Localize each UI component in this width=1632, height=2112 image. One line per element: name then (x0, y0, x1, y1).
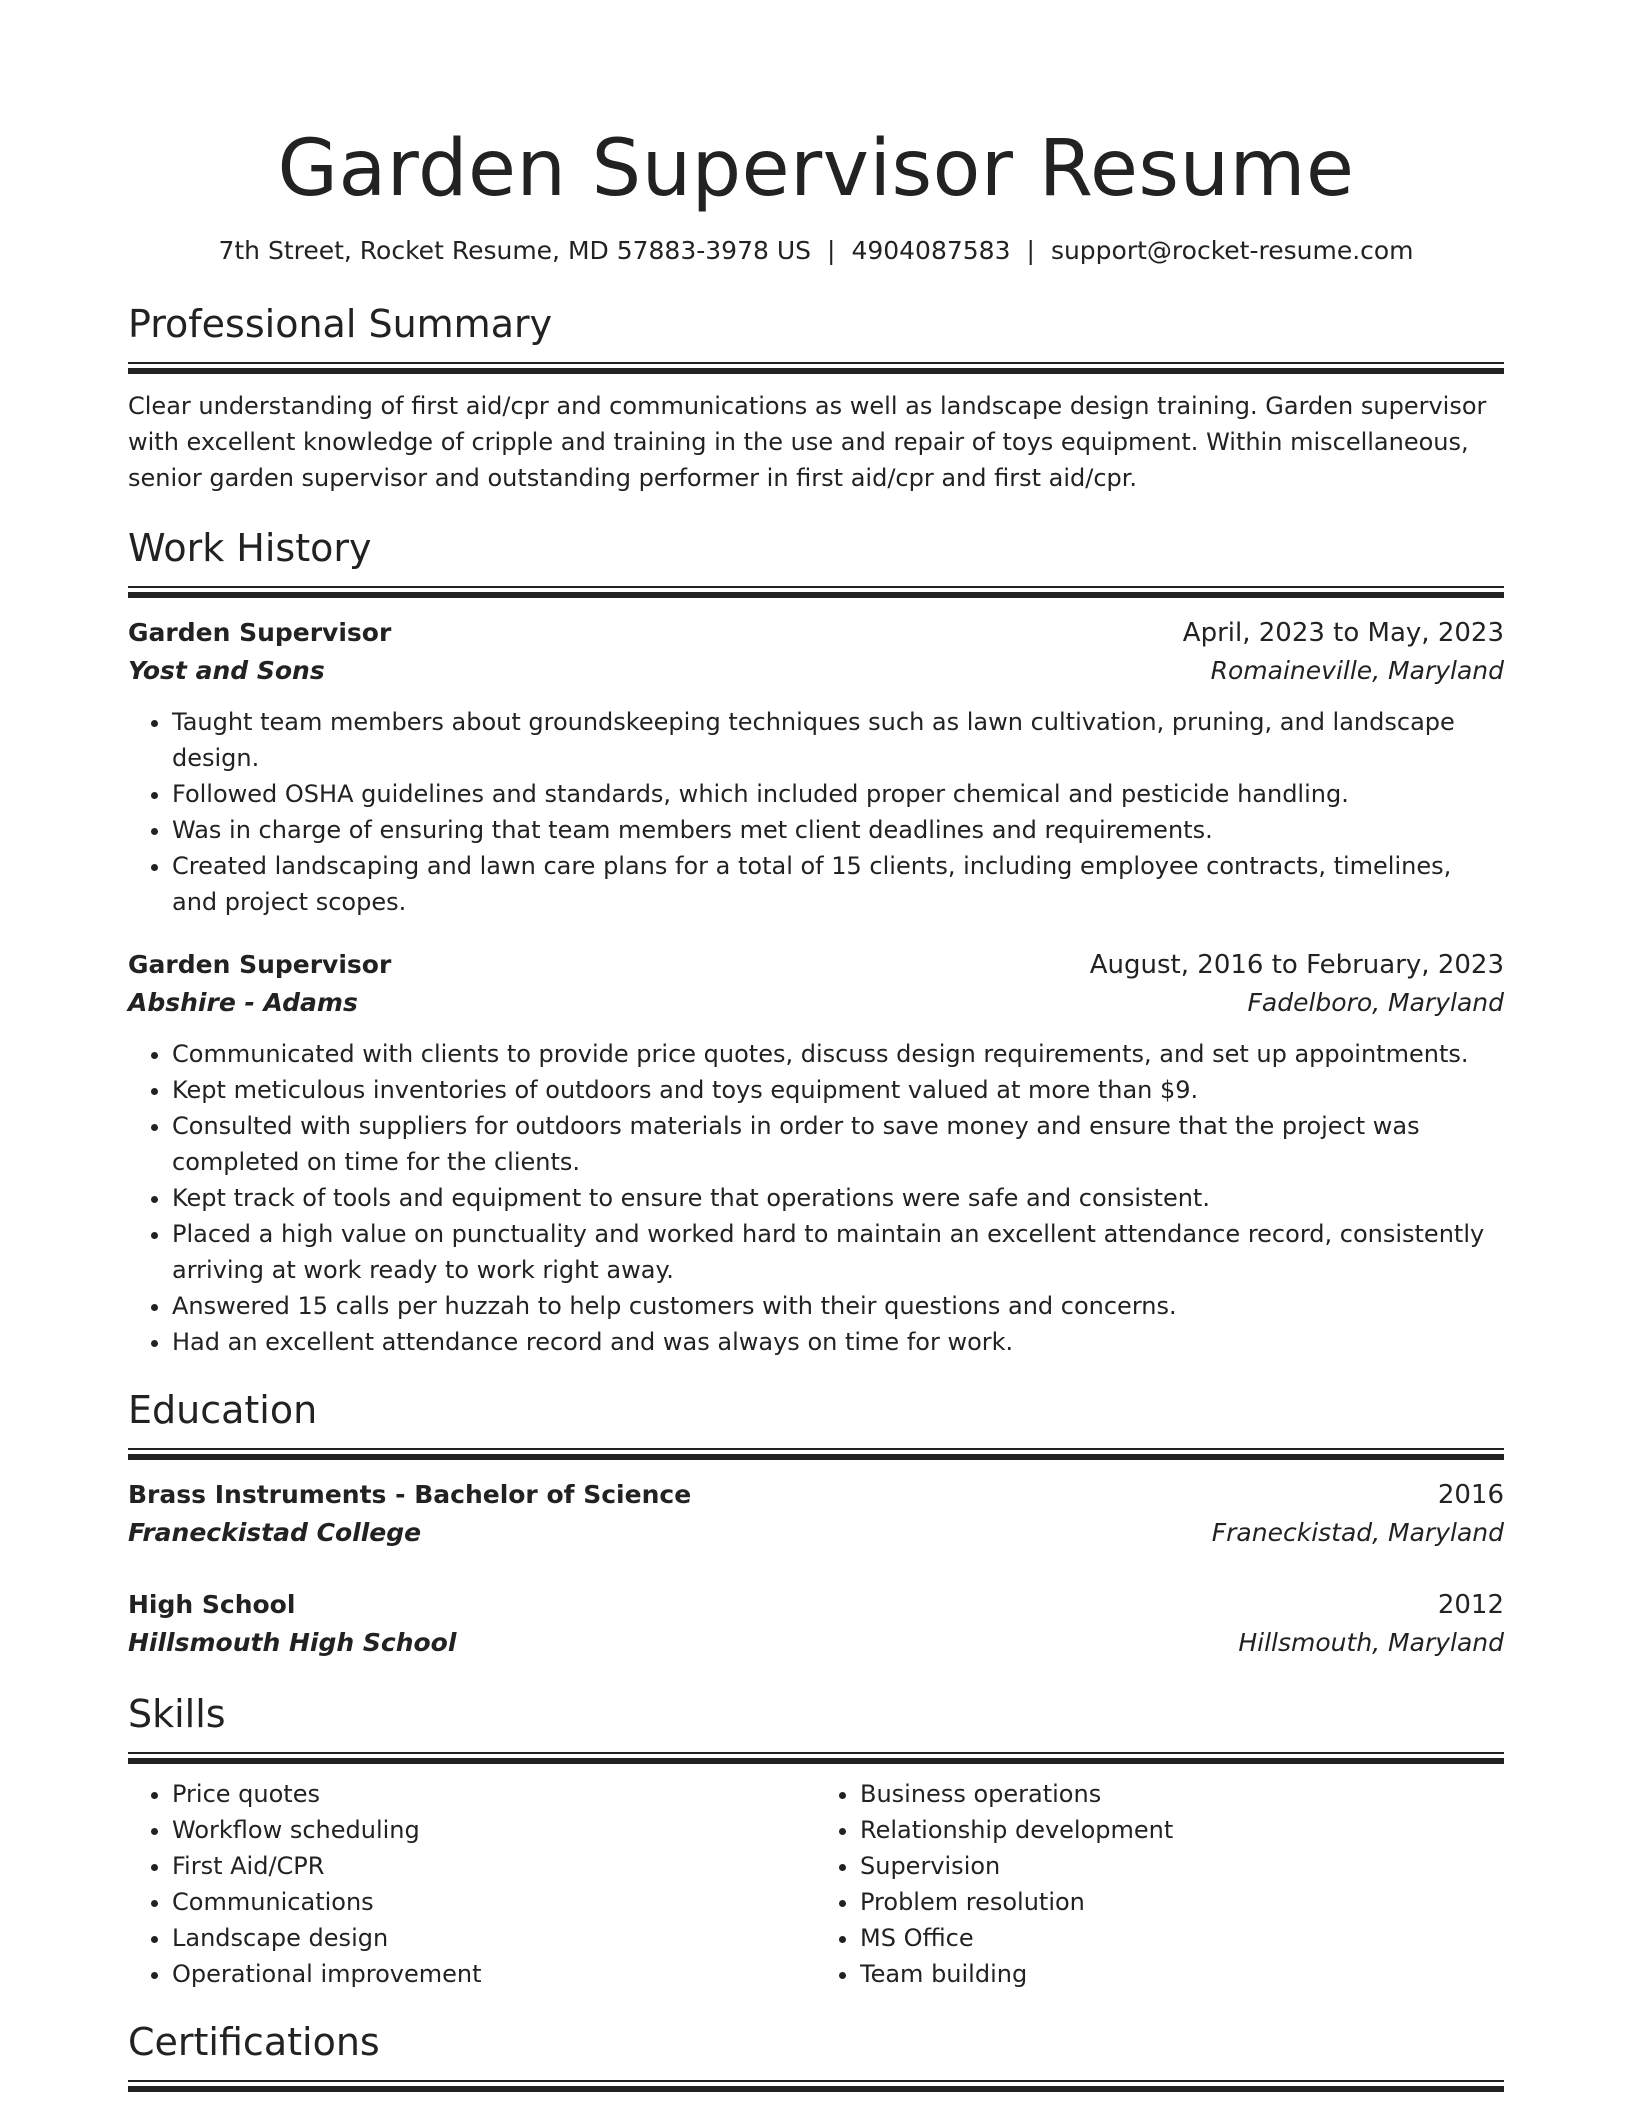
job-dates: April, 2023 to May, 2023 (1182, 618, 1504, 648)
school-location: Franeckistad, Maryland (1211, 1518, 1504, 1547)
summary-text: Clear understanding of first aid/cpr and communications as well as landscape design training. Garden supervisor with excellent knowledge of cripple and training in the use and repair of toys equipment. Within miscellaneous, senior garden supervisor and outstanding performer in first aid/cpr and first aid/cpr. (128, 392, 1487, 492)
skills-column-right (816, 1776, 1504, 1992)
list-item: • Relationship development (860, 1812, 1504, 1848)
list-item: • Created landscaping and lawn care plans for a total of 15 clients, including employee contracts, timelines, and project scopes. (172, 848, 1504, 920)
degree: Brass Instruments - Bachelor of Science (128, 1480, 692, 1509)
list-item: • MS Office (860, 1920, 1504, 1956)
job-entry (128, 946, 1504, 1360)
school-name: Hillsmouth High School (128, 1628, 457, 1657)
list-item: • Problem resolution (860, 1884, 1504, 1920)
education-section (128, 1386, 1504, 1662)
job-location: Romaineville, Maryland (1210, 656, 1504, 685)
section-divider (128, 1752, 1504, 1764)
list-item: • Operational improvement (172, 1956, 816, 1992)
section-divider (128, 2080, 1504, 2092)
list-item: • Taught team members about groundskeeping techniques such as lawn cultivation, pruning, and landscape design. (172, 704, 1504, 776)
resume-page (128, 0, 1504, 2092)
job-location: Fadelboro, Maryland (1247, 988, 1504, 1017)
list-item: • Workflow scheduling (172, 1812, 816, 1848)
section-divider (128, 362, 1504, 374)
degree: High School (128, 1590, 296, 1619)
work-section (128, 524, 1504, 1360)
job-bullets (128, 704, 1504, 920)
job-entry (128, 614, 1504, 920)
list-item: • Landscape design (172, 1920, 816, 1956)
list-item: • Had an excellent attendance record and was always on time for work. (172, 1324, 1504, 1360)
graduation-year: 2016 (1437, 1480, 1504, 1510)
education-entry (128, 1476, 1504, 1552)
list-item: • Kept track of tools and equipment to ensure that operations were safe and consistent. (172, 1180, 1504, 1216)
list-item: • Communicated with clients to provide price quotes, discuss design requirements, and set up appointments. (172, 1036, 1504, 1072)
separator: | (1026, 236, 1035, 265)
job-title: Garden Supervisor (128, 618, 392, 647)
job-title: Garden Supervisor (128, 950, 392, 979)
list-item: • Supervision (860, 1848, 1504, 1884)
list-item: • Team building (860, 1956, 1504, 1992)
list-item: • Followed OSHA guidelines and standards, which included proper chemical and pesticide handling. (172, 776, 1504, 812)
job-bullets (128, 1036, 1504, 1360)
section-title-summary: Professional Summary (128, 302, 553, 346)
list-item: • Consulted with suppliers for outdoors materials in order to save money and ensure that the project was completed on time for the clients. (172, 1108, 1504, 1180)
section-title-education: Education (128, 1388, 318, 1432)
list-item: • Was in charge of ensuring that team members met client deadlines and requirements. (172, 812, 1504, 848)
job-company: Yost and Sons (128, 656, 325, 685)
separator: | (827, 236, 836, 265)
skills-column-left (128, 1776, 816, 1992)
phone: 4904087583 (851, 236, 1011, 265)
section-divider (128, 586, 1504, 598)
certifications-section (128, 2018, 1504, 2092)
section-title-work: Work History (128, 526, 372, 570)
address: 7th Street, Rocket Resume, MD 57883-3978 US (218, 236, 811, 265)
list-item: • Answered 15 calls per huzzah to help customers with their questions and concerns. (172, 1288, 1504, 1324)
skills-section (128, 1690, 1504, 1992)
section-title-certifications: Certifications (128, 2020, 380, 2064)
contact-line (128, 234, 1504, 268)
list-item: • Communications (172, 1884, 816, 1920)
school-location: Hillsmouth, Maryland (1238, 1628, 1504, 1657)
resume-title: Garden Supervisor Resume (277, 124, 1355, 214)
list-item: • First Aid/CPR (172, 1848, 816, 1884)
skills-columns (128, 1776, 1504, 1992)
section-title-skills: Skills (128, 1692, 226, 1736)
section-divider (128, 1448, 1504, 1460)
education-entry (128, 1586, 1504, 1662)
list-item: • Placed a high value on punctuality and worked hard to maintain an excellent attendance record, consistently arriving at work ready to work right away. (172, 1216, 1504, 1288)
job-company: Abshire - Adams (128, 988, 358, 1017)
list-item: • Kept meticulous inventories of outdoors and toys equipment valued at more than $9. (172, 1072, 1504, 1108)
summary-section (128, 300, 1504, 496)
email: support@rocket-resume.com (1050, 236, 1414, 265)
list-item: • Price quotes (172, 1776, 816, 1812)
list-item: • Business operations (860, 1776, 1504, 1812)
graduation-year: 2012 (1437, 1590, 1504, 1620)
job-dates: August, 2016 to February, 2023 (1089, 950, 1504, 980)
school-name: Franeckistad College (128, 1518, 422, 1547)
